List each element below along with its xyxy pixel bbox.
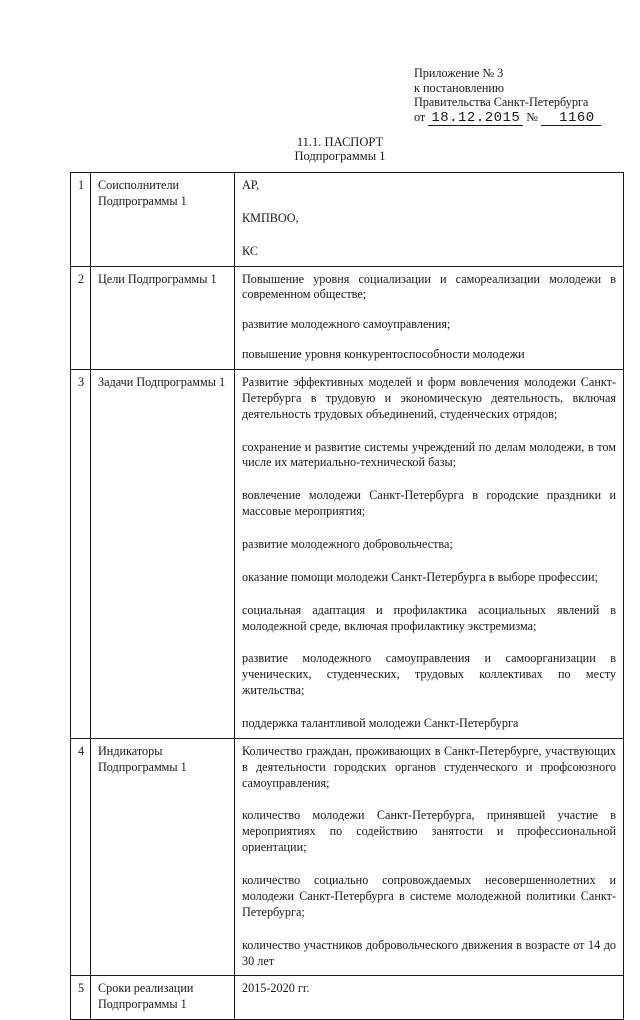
row-number: 5	[71, 976, 91, 1020]
row-label: Индикаторы Подпрограммы 1	[91, 738, 235, 975]
list-item: поддержка талантливой молодежи Санкт-Петербурга	[242, 716, 519, 731]
appendix-label: Приложение № 3	[414, 66, 504, 80]
list-item: Повышение уровня социализации и самореализации молодежи в современном обществе;	[242, 271, 616, 302]
row-content	[235, 370, 624, 739]
row-content	[235, 738, 624, 975]
list-item: повышение уровня конкурентоспособности молодежи	[242, 347, 525, 362]
list-item: оказание помощи молодежи Санкт-Петербурга в выборе профессии;	[242, 569, 598, 584]
government-label: Правительства Санкт-Петербурга	[414, 95, 589, 109]
list-item: КС	[242, 243, 258, 258]
row-content	[235, 173, 624, 267]
list-item: количество участников добровольческого движения в возрасте от 14 до 30 лет	[242, 937, 616, 968]
list-item: сохранение и развитие системы учреждений по делам молодежи, в том числе их материально-технической базы;	[242, 439, 616, 470]
row-label: Соисполнители Подпрограммы 1	[91, 173, 235, 267]
table-row	[71, 266, 624, 369]
list-item: вовлечение молодежи Санкт-Петербурга в городские праздники и массовые мероприятия;	[242, 488, 616, 519]
list-item: 2015-2020 гг.	[242, 981, 310, 996]
list-item: АР,	[242, 178, 260, 192]
table-row	[71, 738, 624, 975]
row-number: 3	[71, 370, 91, 739]
list-item: развитие молодежного добровольчества;	[242, 537, 453, 552]
row-content	[235, 266, 624, 369]
table-row	[71, 370, 624, 739]
list-item: социальная адаптация и профилактика асоциальных явлений в молодежной среде, включая профилактику экстремизма;	[242, 602, 616, 633]
row-number: 2	[71, 266, 91, 369]
row-number: 1	[71, 173, 91, 267]
list-item: развитие молодежного самоуправления;	[242, 317, 451, 332]
passport-subtitle: Подпрограммы 1	[294, 149, 386, 163]
row-label: Задачи Подпрограммы 1	[91, 370, 235, 739]
list-item: Развитие эффективных моделей и форм вовлечения молодежи Санкт-Петербурга в трудовую и экономическую деятельность, включая деятельность трудовых объединений, студенческих отрядов;	[242, 375, 616, 421]
row-label: Цели Подпрограммы 1	[91, 266, 235, 369]
table-row	[71, 173, 624, 267]
document-header	[414, 66, 624, 126]
resolution-label: к постановлению	[414, 80, 505, 95]
list-item: количество социально сопровождаемых несовершеннолетних и молодежи Санкт-Петербурга в системе молодежной политики Санкт-Петербурга;	[242, 873, 616, 919]
table-row	[71, 976, 624, 1020]
row-label: Сроки реализации Подпрограммы 1	[91, 976, 235, 1020]
number-prefix: №	[526, 109, 539, 124]
list-item: Количество граждан, проживающих в Санкт-Петербурге, участвующих в деятельности городских органов студенческого и профсоюзного самоуправления;	[242, 743, 616, 790]
row-number: 4	[71, 738, 91, 975]
date-prefix: от	[414, 109, 426, 124]
list-item: количество молодежи Санкт-Петербурга, принявшей участие в мероприятиях по содействию занятости и профессиональной ориентации;	[242, 808, 616, 855]
date-number-line	[414, 110, 624, 126]
number-value: 1160	[541, 112, 601, 126]
list-item: КМПВОО,	[242, 210, 299, 225]
passport-table	[70, 172, 624, 1020]
list-item: развитие молодежного самоуправления и самоорганизации в ученических, студенческих, трудовых коллективах по месту жительства;	[242, 651, 616, 698]
row-content	[235, 976, 624, 1020]
passport-title: 11.1. ПАСПОРТ	[296, 135, 384, 149]
date-value: 18.12.2015	[428, 112, 523, 126]
